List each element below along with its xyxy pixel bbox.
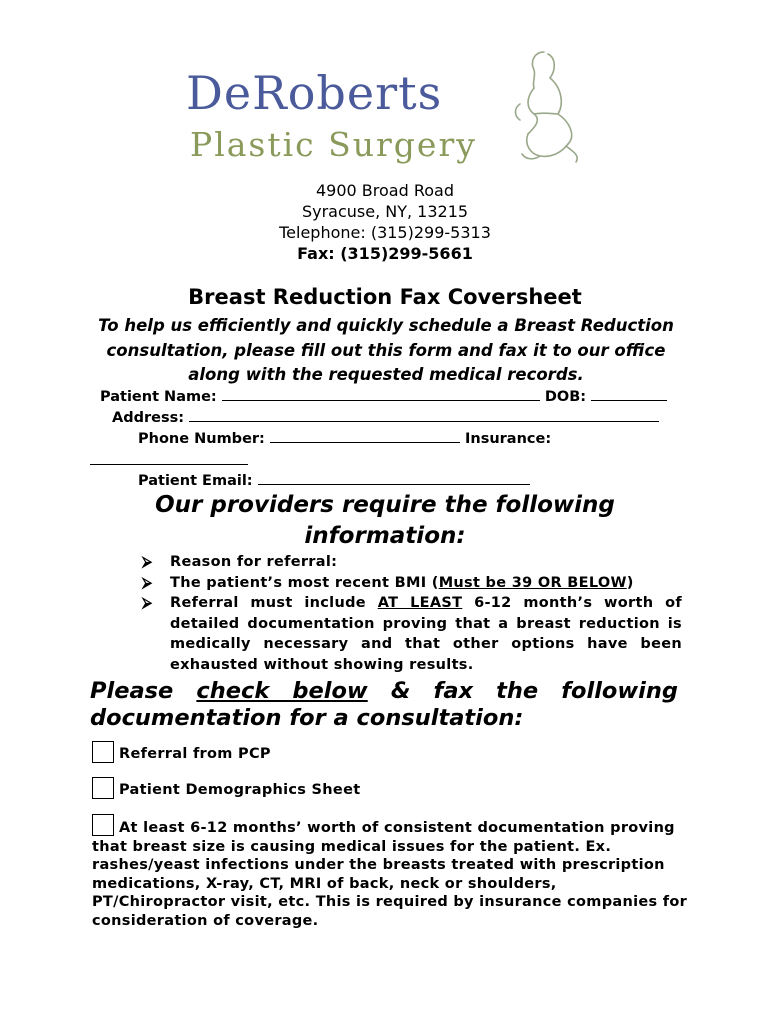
checklist-description: that breast size is causing medical issues for the patient. Ex. rashes/yeast infections under the breasts treated with prescription medications, X-ray, CT, MRI of back, neck or shoulders, PT/Chiropractor visit, etc. This is required by insurance companies for consideration of coverage. (92, 838, 688, 929)
providers-heading: Our providers require the following information: (155, 492, 615, 549)
patient-name-row (100, 386, 667, 405)
email-field[interactable] (258, 470, 530, 485)
list-item (142, 552, 682, 573)
requirement-emphasis: Must be 39 OR BELOW (438, 574, 627, 591)
requirements-list (142, 552, 682, 675)
page-title: Breast Reduction Fax Coversheet (188, 285, 582, 309)
insurance-label: Insurance: (464, 431, 552, 447)
patient-name-label: Patient Name: (100, 389, 217, 405)
checklist-label: Referral from PCP (119, 746, 271, 762)
insurance-field[interactable] (90, 450, 248, 465)
address-label: Address: (112, 410, 185, 426)
requirement-text: 6-12 month’s worth of detailed documentation proving that a breast reduction is medically necessary and that other options have been exhausted without showing results. (170, 595, 682, 673)
clinic-logo (186, 48, 586, 168)
clinic-city: Syracuse, NY, 13215 (301, 202, 469, 221)
requirement-text: The patient’s most recent BMI ( (170, 574, 439, 591)
dob-field[interactable] (591, 386, 667, 401)
arrow-bullet-icon: ⮚ (142, 554, 153, 570)
arrow-bullet-icon: ⮚ (142, 574, 153, 591)
heading-emphasis: check below (196, 678, 368, 704)
checklist-label: Patient Demographics Sheet (119, 782, 361, 798)
requirement-text: Referral must include (170, 595, 378, 611)
checklist-label: At least 6-12 months’ worth of consistent documentation proving (119, 820, 675, 836)
phone-label: Phone Number: (138, 431, 265, 447)
heading-text: & fax the following documentation for a consultation: (90, 678, 678, 731)
requirement-emphasis: AT LEAST (377, 595, 463, 611)
intro-text: To help us efficiently and quickly schedule a Breast Reduction consultation, please fill out this form and fax it to our office along with the requested medical records. (98, 316, 674, 384)
referral-checkbox[interactable] (92, 741, 114, 763)
clinic-telephone: Telephone: (315)299-5313 (279, 223, 491, 242)
list-item (142, 573, 682, 594)
insurance-line-row (90, 450, 248, 469)
patient-name-field[interactable] (222, 386, 540, 401)
checklist-heading (90, 678, 678, 732)
arrow-bullet-icon: ⮚ (142, 595, 153, 611)
woman-silhouette-icon (504, 48, 584, 166)
phone-row (138, 428, 551, 447)
demographics-checkbox[interactable] (92, 777, 114, 799)
requirement-text: Reason for referral: (170, 554, 338, 570)
clinic-fax: Fax: (315)299-5661 (297, 244, 473, 263)
clinic-street: 4900 Broad Road (316, 181, 454, 200)
email-label: Patient Email: (138, 473, 253, 489)
requirement-text: ) (626, 574, 634, 591)
phone-field[interactable] (270, 428, 460, 443)
logo-subtitle: Plastic Surgery (190, 125, 477, 164)
dob-label: DOB: (544, 389, 587, 405)
list-item (142, 593, 682, 675)
address-field[interactable] (189, 407, 659, 422)
email-row (138, 470, 530, 489)
heading-text: Please (90, 678, 197, 704)
documentation-description (92, 819, 692, 930)
logo-name: DeRoberts (186, 66, 443, 120)
address-row (112, 407, 659, 426)
